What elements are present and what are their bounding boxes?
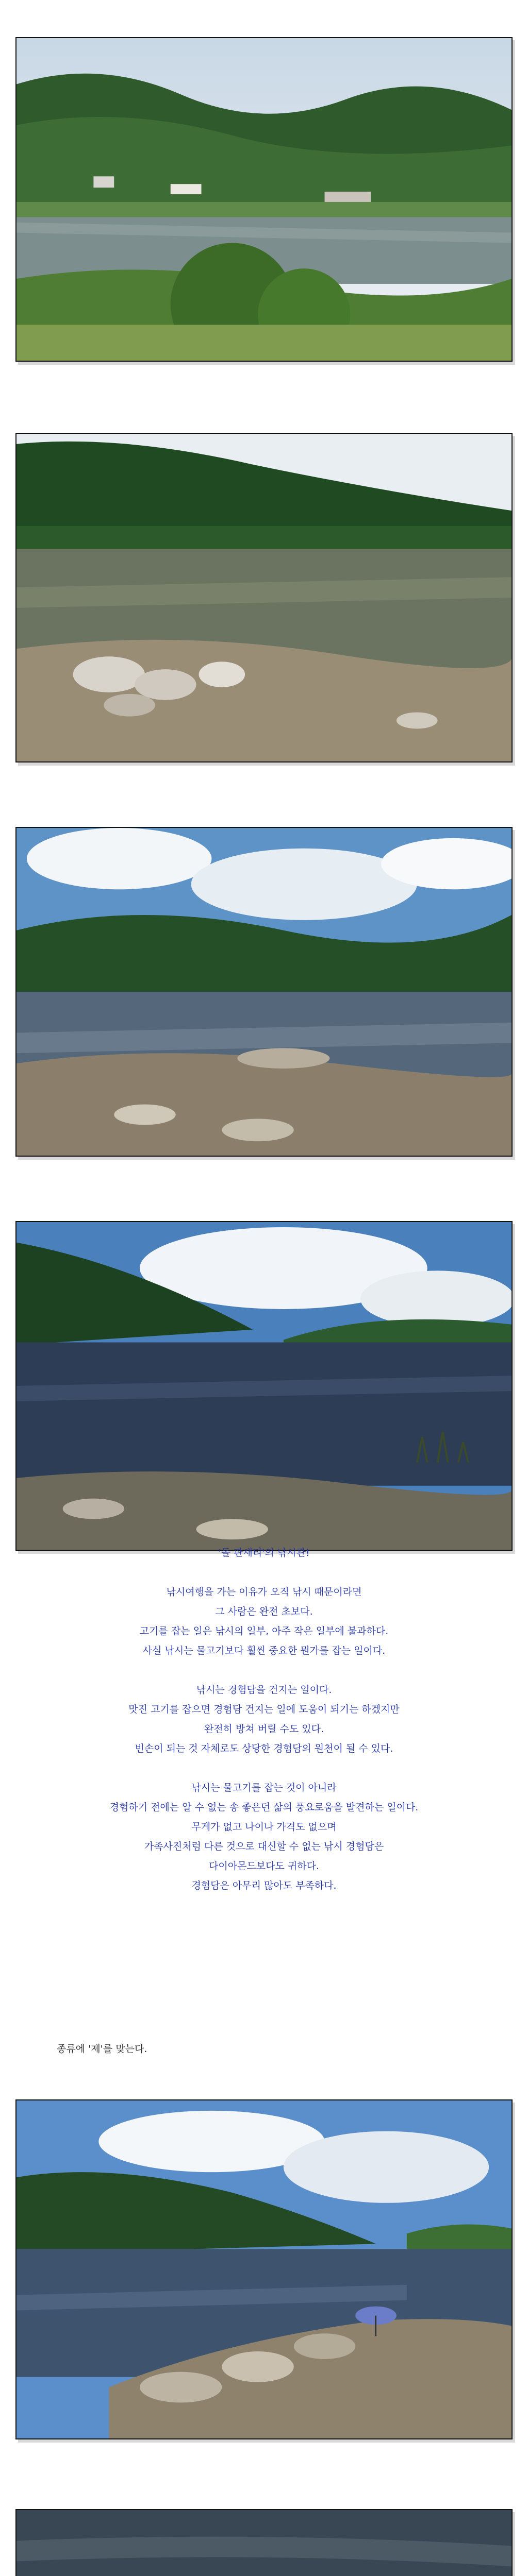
poem-line: 사실 낚시는 물고기보다 훨씬 중요한 뭔가를 잡는 일이다.	[142, 1645, 386, 1656]
photo-3	[15, 827, 513, 1157]
poem-line: 낚시는 경험담을 건지는 일이다.	[196, 1684, 332, 1696]
poem-line: 무게가 없고 나이나 가격도 없으며	[191, 1821, 337, 1833]
photo-2	[15, 433, 513, 762]
photo-1-image	[16, 38, 512, 361]
poem-line: 가족사진처럼 다른 것으로 대신할 수 없는 낚시 경험담은	[144, 1841, 384, 1852]
photo-5	[15, 2099, 513, 2439]
photo-5-image	[16, 2100, 512, 2438]
photo-6	[15, 2509, 513, 2576]
photo-4-image	[16, 1222, 512, 1550]
caption-line: 종류에 '제'를 맞는다.	[57, 2043, 147, 2055]
poem-line: 빈손이 되는 것 자체로도 상당한 경험담의 원천이 될 수 있다.	[135, 1743, 393, 1754]
poem-line: 다이아몬드보다도 귀하다.	[209, 1860, 319, 1872]
poem-line: 경험담은 아무리 많아도 부족하다.	[191, 1880, 337, 1891]
caption-1	[57, 2040, 147, 2058]
photo-3-image	[16, 828, 512, 1156]
poem-line: 완전히 방쳐 버릴 수도 있다.	[204, 1723, 324, 1735]
poem-line: 고기를 잡는 일은 낚시의 일부, 아주 작은 일부에 불과하다.	[139, 1625, 389, 1637]
photo-4	[15, 1221, 513, 1551]
photo-1	[15, 37, 513, 362]
poem-line: 낚시는 물고기를 잡는 것이 아니라	[191, 1782, 337, 1793]
poem	[15, 1543, 513, 1895]
poem-line: 그 사람은 완전 초보다.	[215, 1606, 313, 1617]
poem-line: 맛진 고기를 잡으면 경험담 건지는 일에 도움이 되기는 하겠지만	[128, 1704, 400, 1715]
poem-title: '돌 판새티'의 낚시관!	[218, 1547, 310, 1558]
photo-6-image	[16, 2510, 512, 2576]
poem-line: 경험하기 전에는 알 수 없는 송 좋은던 삶의 풍요로움을 발견하는 일이다.	[109, 1802, 419, 1813]
photo-2-image	[16, 434, 512, 761]
poem-line: 낚시여행을 가는 이유가 오직 낚시 때문이라면	[166, 1586, 362, 1598]
